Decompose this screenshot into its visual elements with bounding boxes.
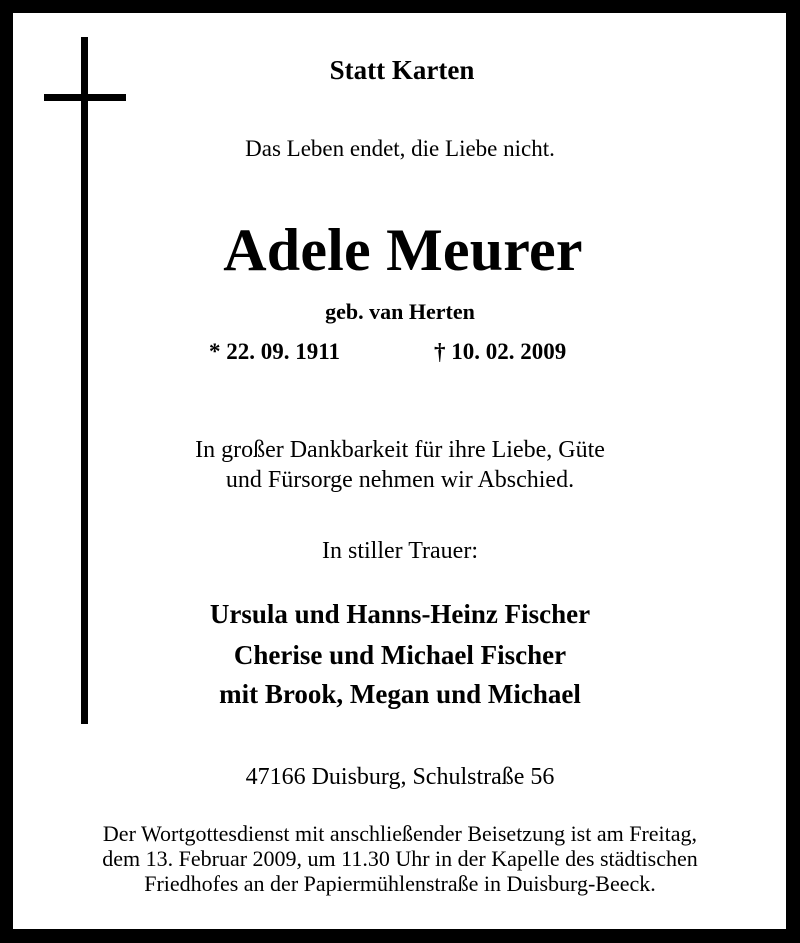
deceased-name: Adele Meurer bbox=[223, 217, 583, 283]
mourning-intro: In stiller Trauer: bbox=[322, 538, 478, 564]
motto: Das Leben endet, die Liebe nicht. bbox=[245, 136, 555, 161]
service-line-2: dem 13. Februar 2009, um 11.30 Uhr in der Kapelle des städtischen bbox=[102, 846, 698, 871]
mourner-line-3: mit Brook, Megan und Michael bbox=[219, 679, 581, 709]
cross-horizontal-beam bbox=[44, 94, 126, 101]
address: 47166 Duisburg, Schulstraße 56 bbox=[245, 764, 555, 790]
thanks-line-2: und Fürsorge nehmen wir Abschied. bbox=[225, 467, 575, 493]
life-dates bbox=[0, 337, 800, 367]
death-date: † 10. 02. 2009 bbox=[434, 339, 567, 364]
service-line-1: Der Wortgottesdienst mit anschließender Beisetzung ist am Freitag, bbox=[102, 821, 698, 846]
mourner-line-2: Cherise und Michael Fischer bbox=[233, 640, 567, 670]
service-line-3: Friedhofes an der Papiermühlenstraße in Duisburg-Beeck. bbox=[144, 871, 656, 896]
birth-date: * 22. 09. 1911 bbox=[209, 339, 340, 364]
maiden-name: geb. van Herten bbox=[325, 299, 475, 324]
notice-header: Statt Karten bbox=[329, 55, 475, 85]
mourner-line-1: Ursula und Hanns-Heinz Fischer bbox=[209, 599, 591, 629]
thanks-line-1: In großer Dankbarkeit für ihre Liebe, Güte bbox=[195, 437, 605, 463]
